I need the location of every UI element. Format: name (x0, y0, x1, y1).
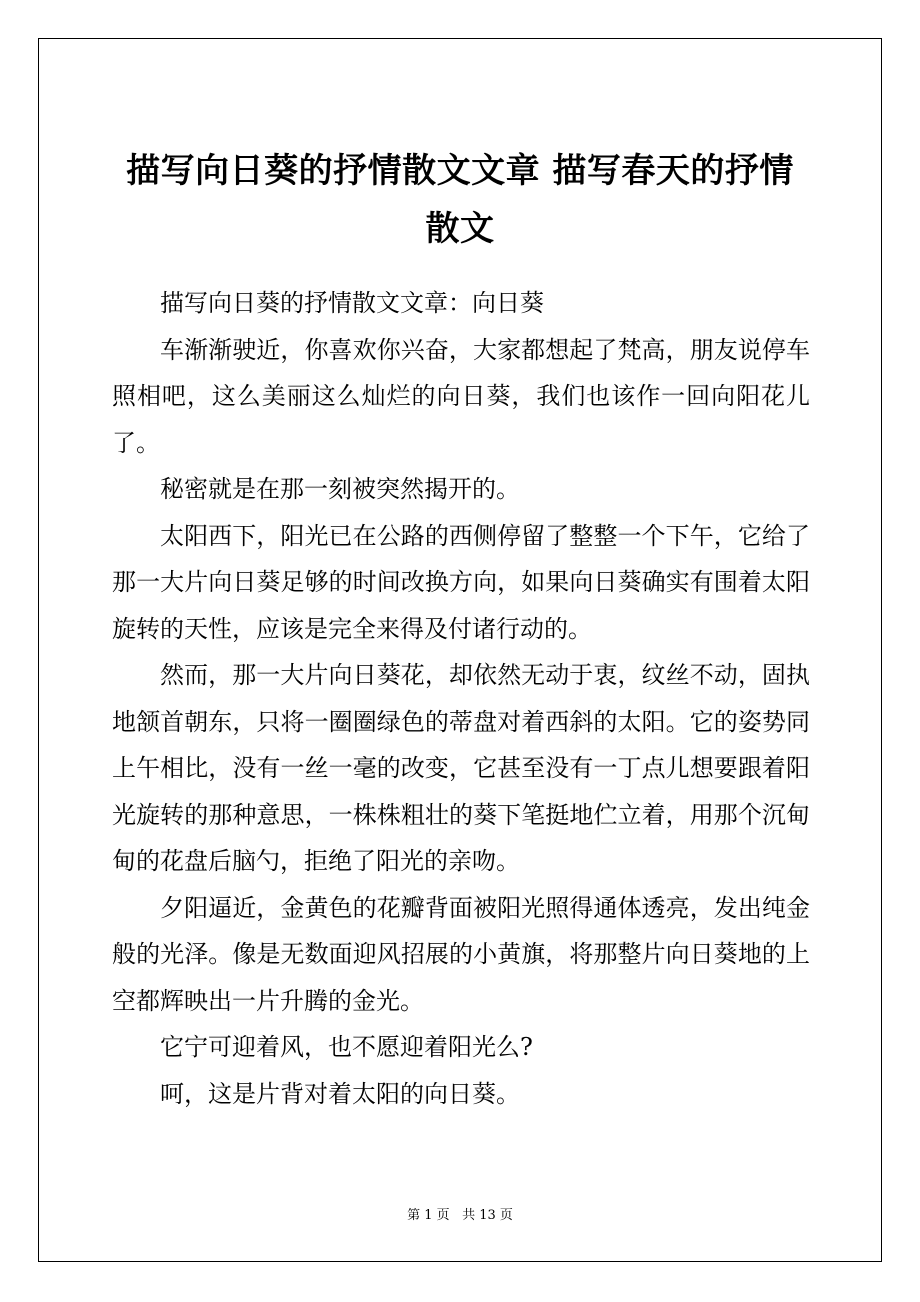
paragraph-5: 然而，那一大片向日葵花，却依然无动于衷，纹丝不动，固执地颔首朝东，只将一圈圈绿色的蒂盘对着西斜的太阳。它的姿势同上午相比，没有一丝一毫的改变，它甚至没有一丁点儿想要跟着阳光旋转的那种意思，一株株粗壮的葵下笔挺地伫立着，用那个沉甸甸的花盘后脑勺，拒绝了阳光的亲吻。 (112, 661, 810, 875)
page-number: 第 1 页 (407, 1208, 450, 1223)
paragraph-6: 夕阳逼近，金黄色的花瓣背面被阳光照得通体透亮，发出纯金般的光泽。像是无数面迎风招展的小黄旗，将那整片向日葵地的上空都辉映出一片升腾的金光。 (112, 893, 810, 1015)
paragraph-4: 太阳西下，阳光已在公路的西侧停留了整整一个下午，它给了那一大片向日葵足够的时间改换方向，如果向日葵确实有围着太阳旋转的天性，应该是完全来得及付诸行动的。 (112, 521, 810, 643)
paragraph-2: 车渐渐驶近，你喜欢你兴奋，大家都想起了梵高，朋友说停车照相吧，这么美丽这么灿烂的向日葵，我们也该作一回向阳花儿了。 (112, 335, 810, 457)
page-footer (0, 1206, 920, 1226)
paragraph-1: 描写向日葵的抒情散文文章：向日葵 (160, 289, 544, 317)
paragraph-7: 它宁可迎着风，也不愿迎着阳光么? (160, 1033, 533, 1061)
paragraph-3: 秘密就是在那一刻被突然揭开的。 (160, 475, 520, 503)
page-total: 共 13 页 (462, 1208, 513, 1223)
paragraph-8: 呵，这是片背对着太阳的向日葵。 (160, 1079, 520, 1108)
document-title: 描写向日葵的抒情散文文章 描写春天的抒情散文 (126, 151, 794, 249)
document-body (112, 280, 810, 1117)
